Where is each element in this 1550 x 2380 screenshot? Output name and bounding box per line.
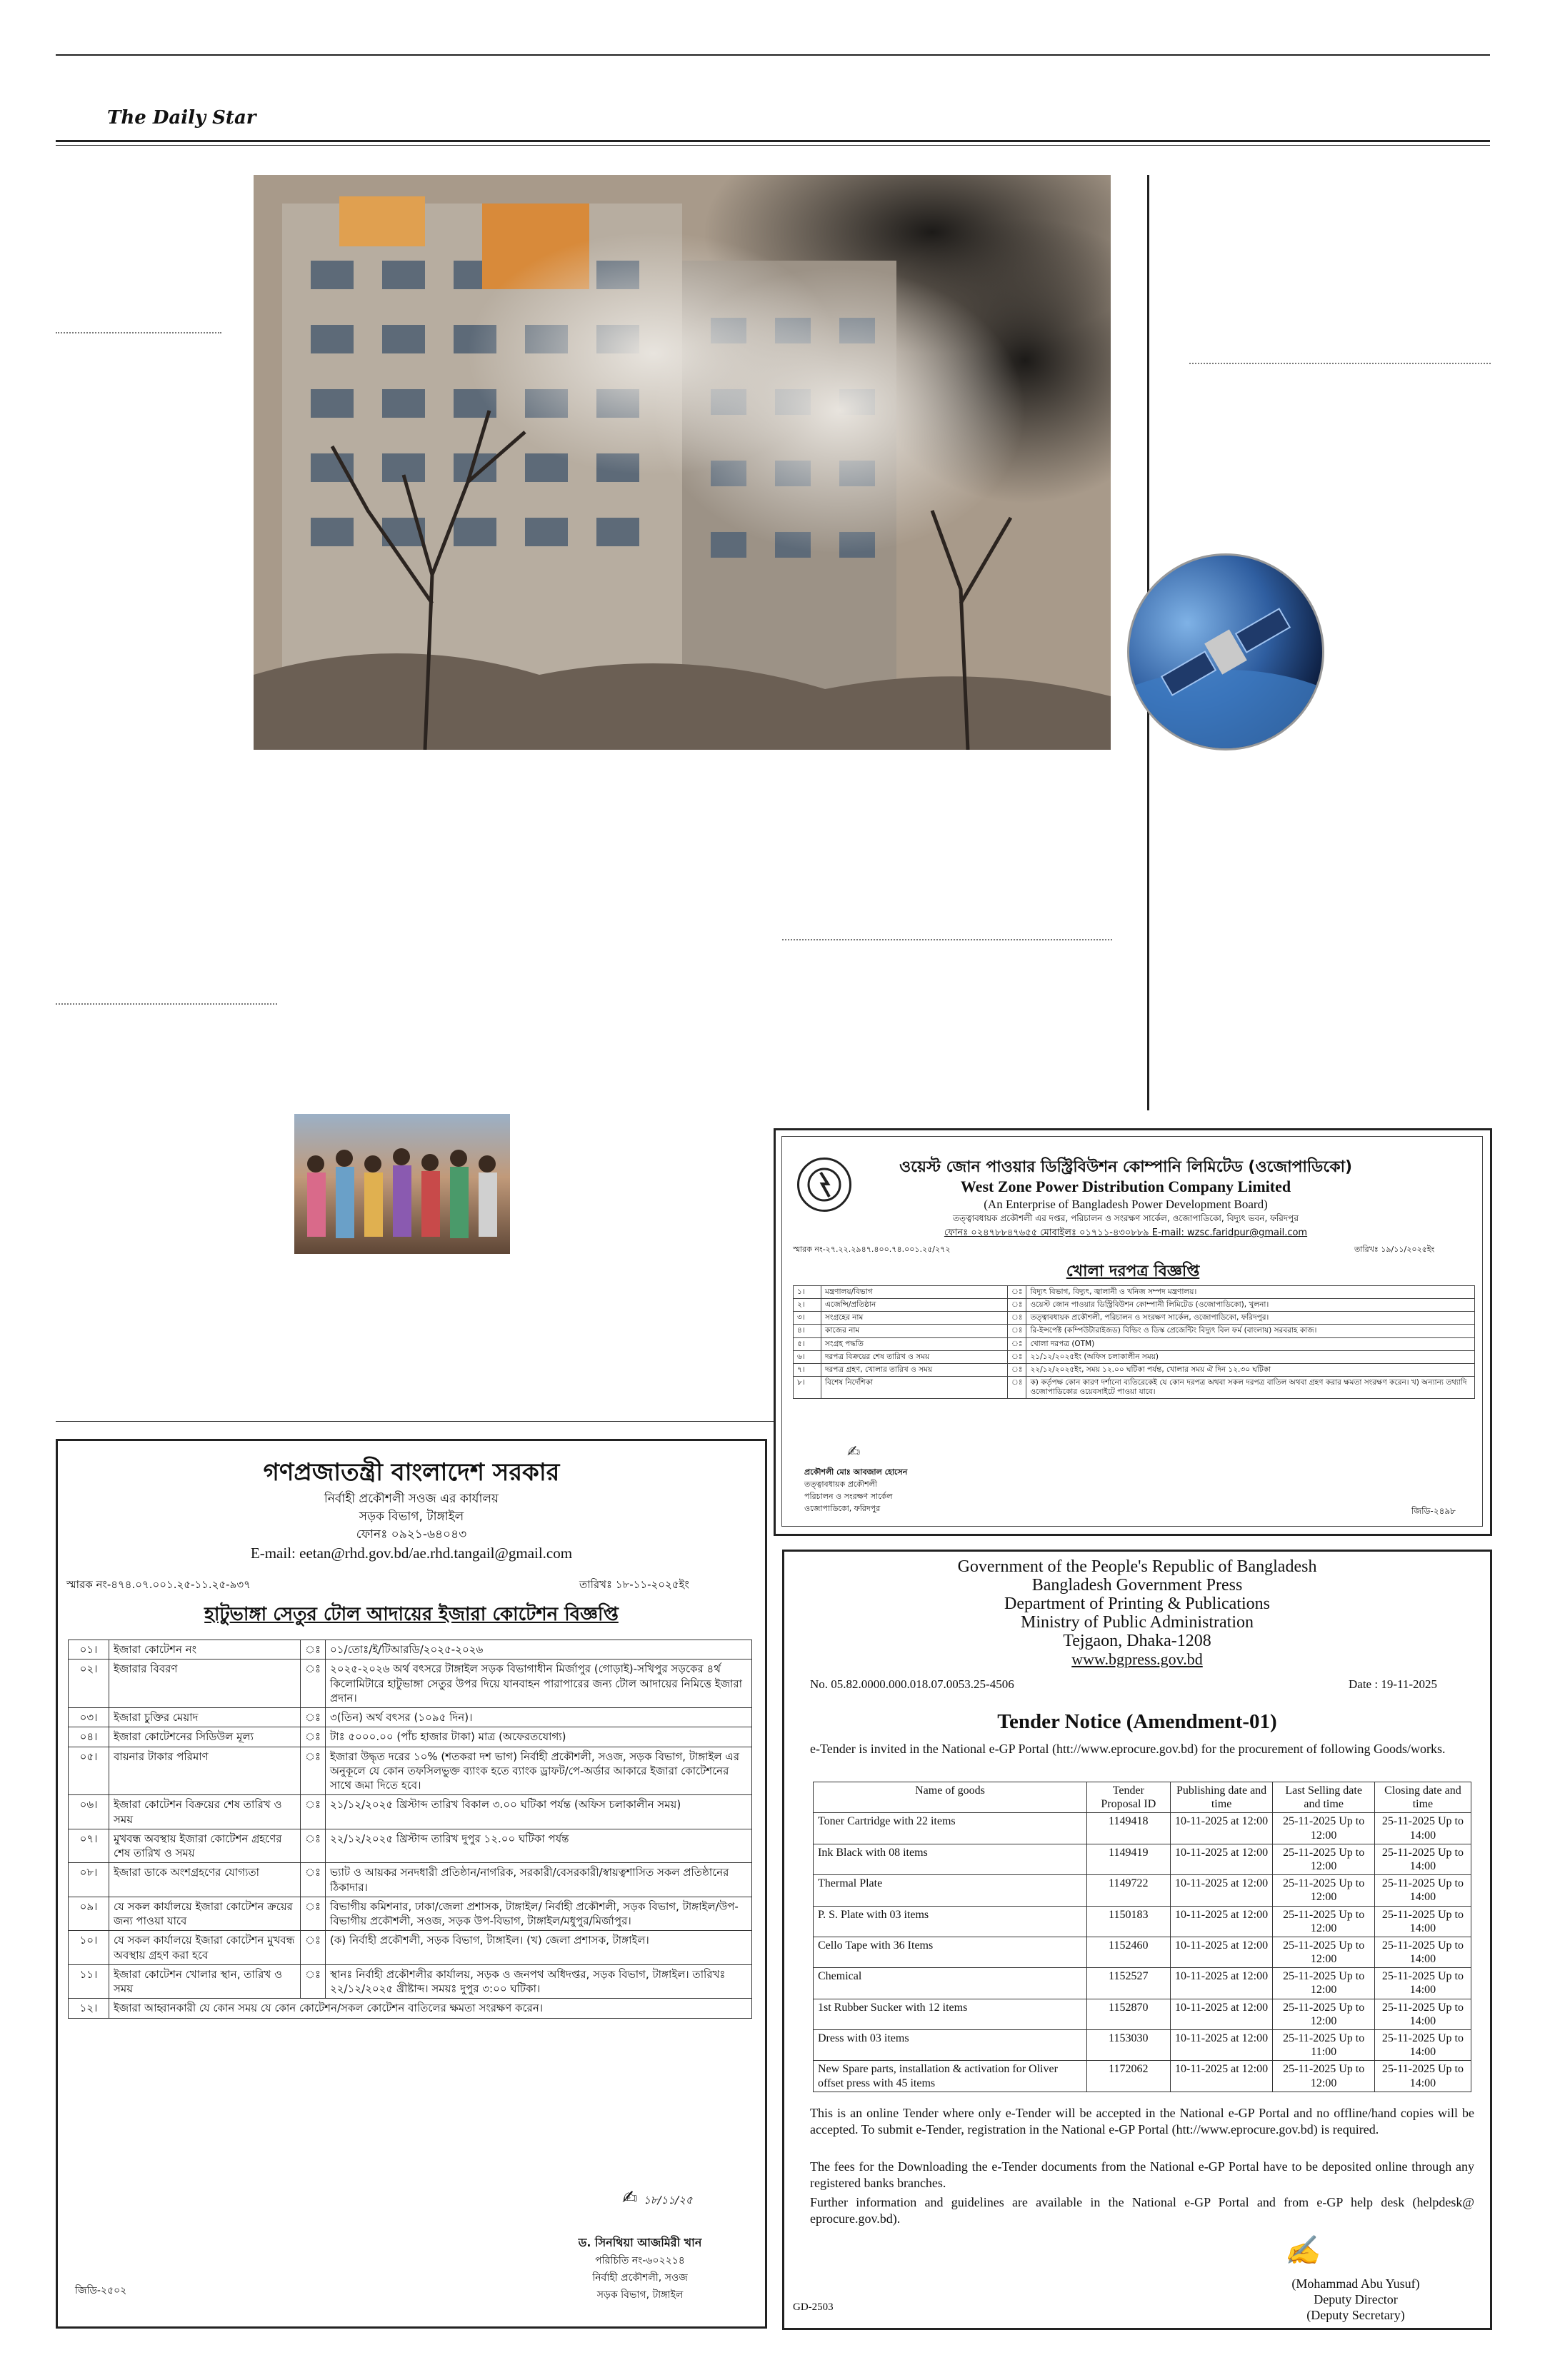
gov-cell-value: ৩(তিন) অর্থ বৎসর (১০৯৫ দিন)।	[326, 1708, 752, 1727]
wz-table-row	[794, 1299, 1475, 1312]
column-separator	[56, 332, 221, 333]
tender-para-3: Further information and guidelines are available in the National e-GP Portal and from e-GP help desk (helpdesk@ eprocure.gov.bd).	[810, 2195, 1474, 2226]
tender-cell-goods: P. S. Plate with 03 items	[814, 1906, 1087, 1937]
tender-signer-title: Deputy Director	[1314, 2292, 1398, 2306]
wz-cell-no: ৩।	[794, 1312, 821, 1325]
gov-cell-key: যে সকল কার্যালয়ে ইজারা কোটেশন মুখবন্ধ অবস্থায় গ্রহণ করা হবে	[109, 1931, 301, 1965]
tender-para-2: The fees for the Downloading the e-Tender documents from the National e-GP Portal have to be deposited online through any registered banks branches.	[810, 2159, 1474, 2190]
tender-cell: 1152527	[1087, 1968, 1171, 1999]
wz-cell-value: খোলা দরপত্র (OTM)	[1026, 1337, 1475, 1350]
gov-cell-key: ইজারার বিবরণ	[109, 1660, 301, 1708]
tender-cell: 1150183	[1087, 1906, 1171, 1937]
wz-date: তারিখঃ ১৯/১১/২০২৫ইং	[1354, 1245, 1435, 1254]
gov-cell-colon: ঃ	[301, 1660, 326, 1708]
tender-cell-goods: Dress with 03 items	[814, 2030, 1087, 2061]
gov-cell-key: ইজারা ডাকে অংশগ্রহণের যোগ্যতা	[109, 1863, 301, 1897]
gov-signer-id: পরিচিতি নং-৬০২২১৪	[595, 2255, 685, 2266]
wz-signer-org: ওজোপাডিকো, ফরিদপুর	[804, 1504, 881, 1513]
wz-code: জিডি-২৪৯৮	[1411, 1506, 1456, 1516]
gov-date: তারিখঃ ১৮-১১-২০২৫ইং	[579, 1578, 689, 1591]
tender-cell: 10-11-2025 at 12:00	[1170, 1968, 1273, 1999]
tender-cell: 1152870	[1087, 1999, 1171, 2029]
tender-table-row	[814, 1844, 1471, 1874]
wz-cell-key: এজেন্সি/প্রতিষ্ঠান	[821, 1299, 1008, 1312]
tender-cell: 10-11-2025 at 12:00	[1170, 1875, 1273, 1906]
top-rule	[56, 54, 1490, 56]
tender-cell: 25-11-2025 Up to 14:00	[1374, 1906, 1471, 1937]
gov-sign-date: ১৮/১১/২৫	[644, 2194, 693, 2206]
gov-table-row	[69, 1708, 752, 1727]
gov-cell-no: ০৪।	[69, 1727, 109, 1747]
wz-cell-value: ২১/১২/২০২৫ইং (অফিস চলাকালীন সময়)	[1026, 1350, 1475, 1363]
tender-table-header: Last Selling date and time	[1273, 1782, 1374, 1813]
wz-cell-colon: ঃ	[1008, 1299, 1026, 1312]
wz-cell-colon: ঃ	[1008, 1337, 1026, 1350]
gov-cell-value: ইজারা উদ্ধৃত দরের ১০% (শতকরা দশ ভাগ) নির্বাহী প্রকৌশলী, সওজ, সড়ক বিভাগ, টাঙ্গাইল এর অনুকূলে যে কোন তফসিলভুক্ত ব্যাংক হতে ব্যাংক ড্রাফট/পে-অর্ডার আকারে ইজারা কোটেশনের সাথে জমা দিতে হবে।	[326, 1747, 752, 1795]
wz-office: তত্ত্বাবধায়ক প্রকৌশলী এর দপ্তর, পরিচালন ও সংরক্ষণ সার্কেল, ওজোপাডিকো, বিদ্যুৎ ভবন, ফরিদপুর	[953, 1213, 1299, 1223]
tender-cell: 25-11-2025 Up to 14:00	[1374, 1844, 1471, 1874]
wz-title-bn: ওয়েস্ট জোন পাওয়ার ডিস্ট্রিবিউশন কোম্পানি লিমিটেড (ওজোপাডিকো)	[899, 1158, 1353, 1176]
tender-website[interactable]: www.bgpress.gov.bd	[1071, 1650, 1203, 1668]
tender-table-row	[814, 1813, 1471, 1844]
wz-cell-value: ২২/১২/২০২৫ইং, সময় ১২.০০ ঘটিকা পর্যন্ত, খোলার সময় ঐ দিন ১২.৩০ ঘটিকা	[1026, 1363, 1475, 1376]
gov-cell-no: ০৫।	[69, 1747, 109, 1795]
tender-cell: 25-11-2025 Up to 12:00	[1273, 1906, 1374, 1937]
gov-cell-key: ইজারা কোটেশন বিক্রয়ের শেষ তারিখ ও সময়	[109, 1795, 301, 1829]
tender-cell: 25-11-2025 Up to 12:00	[1273, 1968, 1374, 1999]
tender-para-1: This is an online Tender where only e-Tender will be accepted in the National e-GP Portal and no offline/hand copies will be accepted. To submit e-Tender, registration in the National e-GP Portal (htt://www.eprocure.gov.bd) is required.	[810, 2106, 1474, 2137]
gov-cell-value: ২১/১২/২০২৫ খ্রিস্টাব্দ তারিখ বিকাল ৩.০০ ঘটিকা পর্যন্ত (অফিস চলাকালীন সময়)	[326, 1795, 752, 1829]
tender-table-header: Closing date and time	[1374, 1782, 1471, 1813]
gov-cell-colon: ঃ	[301, 1829, 326, 1863]
wz-cell-value: ওয়েস্ট জোন পাওয়ার ডিস্ট্রিবিউশন কোম্পানী লিমিটেড (ওজোপাডিকো), খুলনা।	[1026, 1299, 1475, 1312]
gov-cell-colon: ঃ	[301, 1727, 326, 1747]
gov-cell-value: টাঃ ৫০০০.০০ (পাঁচ হাজার টাকা) মাত্র (অফেরতযোগ্য)	[326, 1727, 752, 1747]
gov-cell-key: বায়নার টাকার পরিমাণ	[109, 1747, 301, 1795]
wz-cell-key: বিশেষ নির্দেশিকা	[821, 1376, 1008, 1398]
wz-cell-colon: ঃ	[1008, 1376, 1026, 1398]
gov-cell-no: ০৭।	[69, 1829, 109, 1863]
wz-signer-title: তত্ত্বাবধায়ক প্রকৌশলী	[804, 1480, 877, 1489]
wz-title-en: West Zone Power Distribution Company Limited	[960, 1178, 1291, 1195]
tender-cell-goods: Cello Tape with 36 Items	[814, 1937, 1087, 1967]
gov-signer-title: নির্বাহী প্রকৌশলী, সওজ	[592, 2272, 688, 2284]
gov-table-row	[69, 1999, 752, 2018]
tender-cell-goods: Ink Black with 08 items	[814, 1844, 1087, 1874]
tender-table-row	[814, 2030, 1471, 2061]
wz-cell-colon: ঃ	[1008, 1286, 1026, 1299]
wz-table-row	[794, 1325, 1475, 1337]
gov-table-row	[69, 1863, 752, 1897]
wz-cell-key: দরপত্র গ্রহণ, খোলার তারিখ ও সময়	[821, 1363, 1008, 1376]
tender-cell: 10-11-2025 at 12:00	[1170, 1999, 1273, 2029]
gov-table-row	[69, 1660, 752, 1708]
tender-cell: 10-11-2025 at 12:00	[1170, 2061, 1273, 2092]
tender-signer-name: (Mohammad Abu Yusuf)	[1291, 2276, 1420, 2291]
wz-table-row	[794, 1363, 1475, 1376]
tender-title: Tender Notice (Amendment-01)	[997, 1710, 1277, 1733]
tender-cell-goods: New Spare parts, installation & activation for Oliver offset press with 45 items	[814, 2061, 1087, 2092]
tender-cell-goods: Thermal Plate	[814, 1875, 1087, 1906]
tender-cell: 25-11-2025 Up to 12:00	[1273, 1844, 1374, 1874]
gov-signer-dept: সড়ক বিভাগ, টাঙ্গাইল	[596, 2289, 684, 2301]
gov-cell-key: ইজারা কোটেশন খোলার স্থান, তারিখ ও সময়	[109, 1964, 301, 1999]
gov-heading: হাটুভাঙ্গা সেতুর টোল আদায়ের ইজারা কোটেশন বিজ্ঞপ্তি	[204, 1604, 619, 1625]
gov-phone: ফোনঃ ০৯২১-৬৪০৪৩	[356, 1527, 467, 1542]
wz-cell-colon: ঃ	[1008, 1312, 1026, 1325]
wz-cell-colon: ঃ	[1008, 1325, 1026, 1337]
tender-h4: Ministry of Public Administration	[1020, 1613, 1254, 1632]
tender-cell: 25-11-2025 Up to 11:00	[1273, 2030, 1374, 2061]
masthead-rule	[56, 140, 1490, 142]
gov-cell-full: ইজারা আহ্বানকারী যে কোন সময় যে কোন কোটেশন/সকল কোটেশন বাতিলের ক্ষমতা সংরক্ষণ করেন।	[109, 1999, 752, 2018]
gov-cell-colon: ঃ	[301, 1708, 326, 1727]
tender-date: Date : 19-11-2025	[1349, 1677, 1438, 1691]
wz-cell-no: ৬।	[794, 1350, 821, 1363]
tender-cell-goods: Toner Cartridge with 22 items	[814, 1813, 1087, 1844]
gov-cell-colon: ঃ	[301, 1897, 326, 1931]
wz-cell-value: রি-ইন্সপেক্ট (কম্পিউটারাইজড) বিল্ডিং ও ডিস্ক প্রেজেন্টিং বিদ্যুৎ বিল ফর্ম (বাংলায়) সরবরাহ কাজ।	[1026, 1325, 1475, 1337]
wz-cell-key: মন্ত্রণালয়/বিভাগ	[821, 1286, 1008, 1299]
satellite-icon	[1129, 556, 1322, 748]
wz-memo: স্মারক নং-২৭.২২.২৯৪৭.৪০০.৭৪.০০১.২৫/২৭২	[793, 1245, 951, 1254]
tender-cell-goods: 1st Rubber Sucker with 12 items	[814, 1999, 1087, 2029]
tender-table	[813, 1782, 1471, 2092]
gov-table-row	[69, 1964, 752, 1999]
wz-cell-no: ৫।	[794, 1337, 821, 1350]
wz-table	[793, 1285, 1475, 1399]
wz-cell-key: সংগ্রহের নাম	[821, 1312, 1008, 1325]
gov-cell-value: (ক) নির্বাহী প্রকৌশলী, সড়ক বিভাগ, টাঙ্গাইল। (খ) জেলা প্রশাসক, টাঙ্গাইল।	[326, 1931, 752, 1965]
tender-cell: 10-11-2025 at 12:00	[1170, 1937, 1273, 1967]
tender-memo: No. 05.82.0000.000.018.07.0053.25-4506	[810, 1677, 1014, 1691]
gov-cell-key: যে সকল কার্যালয়ে ইজারা কোটেশন ক্রয়ের জন্য পাওয়া যাবে	[109, 1897, 301, 1931]
tender-table-row	[814, 2061, 1471, 2092]
section-rule	[56, 1421, 774, 1422]
column-separator	[56, 1003, 277, 1005]
tender-cell: 25-11-2025 Up to 14:00	[1374, 1968, 1471, 1999]
gov-cell-key: ইজারা চুক্তির মেয়াদ	[109, 1708, 301, 1727]
masthead: The Daily Star	[107, 107, 256, 129]
tender-cell: 1172062	[1087, 2061, 1171, 2092]
gov-table	[68, 1640, 752, 2019]
wz-cell-no: ১।	[794, 1286, 821, 1299]
tender-h1: Government of the People's Republic of Bangladesh	[957, 1557, 1317, 1576]
gov-table-row	[69, 1795, 752, 1829]
tender-signer-sub: (Deputy Secretary)	[1306, 2308, 1405, 2322]
tender-cell-goods: Chemical	[814, 1968, 1087, 1999]
tender-cell: 10-11-2025 at 12:00	[1170, 1813, 1273, 1844]
gov-title: গণপ্রজাতন্ত্রী বাংলাদেশ সরকার	[263, 1458, 560, 1487]
tender-table-header: Publishing date and time	[1170, 1782, 1273, 1813]
wz-heading: খোলা দরপত্র বিজ্ঞপ্তি	[1066, 1262, 1200, 1280]
gov-cell-colon: ঃ	[301, 1863, 326, 1897]
wz-cell-no: ৭।	[794, 1363, 821, 1376]
tender-h3: Department of Printing & Publications	[1004, 1595, 1270, 1613]
gov-table-row	[69, 1931, 752, 1965]
wz-subtitle: (An Enterprise of Bangladesh Power Development Board)	[984, 1197, 1268, 1211]
gov-table-row	[69, 1829, 752, 1863]
gov-cell-colon: ঃ	[301, 1747, 326, 1795]
gov-cell-no: ০১।	[69, 1640, 109, 1660]
wz-cell-value: তত্ত্বাবধায়ক প্রকৌশলী, পরিচালন ও সংরক্ষণ সার্কেল, ওজোপাডিকো, ফরিদপুর।	[1026, 1312, 1475, 1325]
tender-h2: Bangladesh Government Press	[1031, 1576, 1243, 1595]
wz-cell-colon: ঃ	[1008, 1363, 1026, 1376]
gov-table-row	[69, 1640, 752, 1660]
wz-table-row	[794, 1312, 1475, 1325]
building-fire-photo	[254, 175, 1111, 750]
tender-cell: 25-11-2025 Up to 14:00	[1374, 1875, 1471, 1906]
tender-cell: 1153030	[1087, 2030, 1171, 2061]
column-separator	[1189, 363, 1491, 364]
wz-cell-no: ৮।	[794, 1376, 821, 1398]
wz-table-row	[794, 1350, 1475, 1363]
tender-table-row	[814, 1906, 1471, 1937]
gov-cell-no: ০২।	[69, 1660, 109, 1708]
masthead-rule-2	[56, 145, 1490, 146]
gov-signer-name: ড. সিনথিয়া আজমিরী খান	[578, 2236, 702, 2249]
gov-table-row	[69, 1747, 752, 1795]
wz-table-row	[794, 1376, 1475, 1398]
tender-table-row	[814, 1968, 1471, 1999]
gov-office: নির্বাহী প্রকৌশলী সওজ এর কার্যালয়	[324, 1492, 499, 1506]
gov-cell-no: ১০।	[69, 1931, 109, 1965]
crowd-illustration	[294, 1114, 510, 1254]
wz-table-row	[794, 1286, 1475, 1299]
tender-cell: 25-11-2025 Up to 14:00	[1374, 2061, 1471, 2092]
tender-cell: 25-11-2025 Up to 12:00	[1273, 1813, 1374, 1844]
tender-code: GD-2503	[793, 2301, 834, 2313]
tender-table-header: Name of goods	[814, 1782, 1087, 1813]
wz-cell-key: দরপত্র বিক্রয়ের শেষ তারিখ ও সময়	[821, 1350, 1008, 1363]
tender-table-row	[814, 1999, 1471, 2029]
tender-table-row	[814, 1937, 1471, 1967]
gov-cell-key: ইজারা কোটেশন নং	[109, 1640, 301, 1660]
tender-cell: 1152460	[1087, 1937, 1171, 1967]
gov-cell-no: ০৩।	[69, 1708, 109, 1727]
gov-cell-key: মুখবন্ধ অবস্থায় ইজারা কোটেশন গ্রহণের শেষ তারিখ ও সময়	[109, 1829, 301, 1863]
wz-contact: ফোনঃ ০২৪৭৮৮৪৭৬৫৫ মোবাইলঃ ০১৭১১-৪৩০৮৮৯ E-mail: wzsc.faridpur@gmail.com	[944, 1227, 1308, 1238]
gov-division: সড়ক বিভাগ, টাঙ্গাইল	[359, 1510, 464, 1524]
tender-cell: 10-11-2025 at 12:00	[1170, 2030, 1273, 2061]
tender-cell: 1149419	[1087, 1844, 1171, 1874]
tender-cell: 25-11-2025 Up to 12:00	[1273, 1875, 1374, 1906]
tender-cell: 25-11-2025 Up to 14:00	[1374, 1813, 1471, 1844]
gov-cell-no: ০৮।	[69, 1863, 109, 1897]
column-separator	[782, 939, 1112, 940]
tender-intro: e-Tender is invited in the National e-GP Portal (htt://www.eprocure.gov.bd) for the procurement of following Goods/works.	[810, 1742, 1446, 1756]
tender-signature: ✍	[1284, 2234, 1320, 2267]
gov-signature: ✍ ১৮/১১/২৫	[622, 2187, 693, 2209]
gov-code: জিডি-২৫০২	[75, 2285, 127, 2296]
gov-cell-colon: ঃ	[301, 1964, 326, 1999]
gov-cell-colon: ঃ	[301, 1931, 326, 1965]
tender-cell: 1149418	[1087, 1813, 1171, 1844]
gov-cell-value: ২০২৫-২০২৬ অর্থ বৎসরে টাঙ্গাইল সড়ক বিভাগাধীন মির্জাপুর (গোড়াই)-সখিপুর সড়কের ৪র্থ কিলোমিটারে হাটুভাঙ্গা সেতুর উপর দিয়ে যানবাহন পারাপারের জন্য টোল আদায়ের নিমিত্তে ইজারা প্রদান।	[326, 1660, 752, 1708]
gov-memo: স্মারক নং-৪৭৪.০৭.০০১.২৫-১১.২৫-৯৩৭	[66, 1578, 251, 1591]
tender-cell: 25-11-2025 Up to 14:00	[1374, 2030, 1471, 2061]
gov-table-row	[69, 1897, 752, 1931]
wzpdcl-logo	[797, 1158, 851, 1212]
wz-cell-no: ৪।	[794, 1325, 821, 1337]
tender-cell: 25-11-2025 Up to 12:00	[1273, 1937, 1374, 1967]
wz-cell-value: বিদ্যুৎ বিভাগ, বিদ্যুৎ, জ্বালানী ও খনিজ সম্পদ মন্ত্রণালয়।	[1026, 1286, 1475, 1299]
wz-cell-no: ২।	[794, 1299, 821, 1312]
gov-email: E-mail: eetan@rhd.gov.bd/ae.rhd.tangail@gmail.com	[250, 1545, 573, 1562]
tender-h5: Tejgaon, Dhaka-1208	[1063, 1632, 1211, 1650]
tender-cell: 25-11-2025 Up to 14:00	[1374, 1937, 1471, 1967]
building-fire-illustration	[254, 175, 1111, 750]
tender-cell: 25-11-2025 Up to 12:00	[1273, 2061, 1374, 2092]
tender-table-row	[814, 1875, 1471, 1906]
gov-cell-value: ০১/তোঃ/ই/টিআরডি/২০২৫-২০২৬	[326, 1640, 752, 1660]
tender-cell: 25-11-2025 Up to 14:00	[1374, 1999, 1471, 2029]
satellite-illustration	[1127, 553, 1324, 750]
gov-cell-colon: ঃ	[301, 1640, 326, 1660]
wz-signer-name: প্রকৌশলী মোঃ আবজাল হোসেন	[804, 1467, 908, 1477]
tangail-toll-lease-notice	[56, 1439, 767, 2329]
gov-cell-key: ইজারা কোটেশনের সিডিউল মূল্য	[109, 1727, 301, 1747]
wz-signer-dept: পরিচালন ও সংরক্ষণ সার্কেল	[804, 1492, 893, 1501]
tender-cell: 10-11-2025 at 12:00	[1170, 1906, 1273, 1937]
tender-cell: 10-11-2025 at 12:00	[1170, 1844, 1273, 1874]
tender-table-header: Tender Proposal ID	[1087, 1782, 1171, 1813]
gov-cell-value: ২২/১২/২০২৫ খ্রিস্টাব্দ তারিখ দুপুর ১২.০০ ঘটিকা পর্যন্ত	[326, 1829, 752, 1863]
gov-cell-no: ০৬।	[69, 1795, 109, 1829]
gov-cell-no: ০৯।	[69, 1897, 109, 1931]
wz-cell-colon: ঃ	[1008, 1350, 1026, 1363]
gov-cell-value: ভ্যাট ও আয়কর সনদধারী প্রতিষ্ঠান/নাগরিক, সরকারী/বেসরকারী/স্বায়ত্বশাসিত সকল প্রতিষ্ঠানের ঠিকাদার।	[326, 1863, 752, 1897]
bg-press-tender-notice	[782, 1550, 1492, 2330]
gov-cell-value: বিভাগীয় কমিশনার, ঢাকা/জেলা প্রশাসক, টাঙ্গাইল/ নির্বাহী প্রকৌশলী, সড়ক বিভাগ, টাঙ্গাইল/উপ-বিভাগীয় প্রকৌশলী, সওজ, সড়ক উপ-বিভাগ, টাঙ্গাইল/মধুপুর/মির্জাপুর।	[326, 1897, 752, 1931]
gov-cell-no: ১১।	[69, 1964, 109, 1999]
gov-cell-value: স্থানঃ নির্বাহী প্রকৌশলীর কার্যালয়, সড়ক ও জনপথ অধিদপ্তর, সড়ক বিভাগ, টাঙ্গাইল। তারিখঃ ২২/১২/২০২৫ খ্রীষ্টাব্দ। সময়ঃ দুপুর ৩:০০ ঘটিকা।	[326, 1964, 752, 1999]
wz-cell-key: সংগ্রহ পদ্ধতি	[821, 1337, 1008, 1350]
gov-cell-colon: ঃ	[301, 1795, 326, 1829]
crowd-photo	[294, 1114, 510, 1254]
west-zone-tender-notice	[774, 1128, 1492, 1536]
wz-cell-key: কাজের নাম	[821, 1325, 1008, 1337]
tender-cell: 25-11-2025 Up to 12:00	[1273, 1999, 1374, 2029]
wz-cell-value: ক) কর্তৃপক্ষ কোন কারণ দর্শানো ব্যতিরেকেই যে কোন দরপত্র অথবা সকল দরপত্র বাতিল অথবা গ্রহণ করার ক্ষমতা সংরক্ষণ করেন। খ) অন্যান্য তথ্যাদি ওজোপাডিকোর ওয়েবসাইটে পাওয়া যাবে।	[1026, 1376, 1475, 1398]
gov-cell-no: ১২।	[69, 1999, 109, 2018]
wz-table-row	[794, 1337, 1475, 1350]
gov-table-row	[69, 1727, 752, 1747]
tender-cell: 1149722	[1087, 1875, 1171, 1906]
wz-signature: ✍	[847, 1443, 861, 1461]
